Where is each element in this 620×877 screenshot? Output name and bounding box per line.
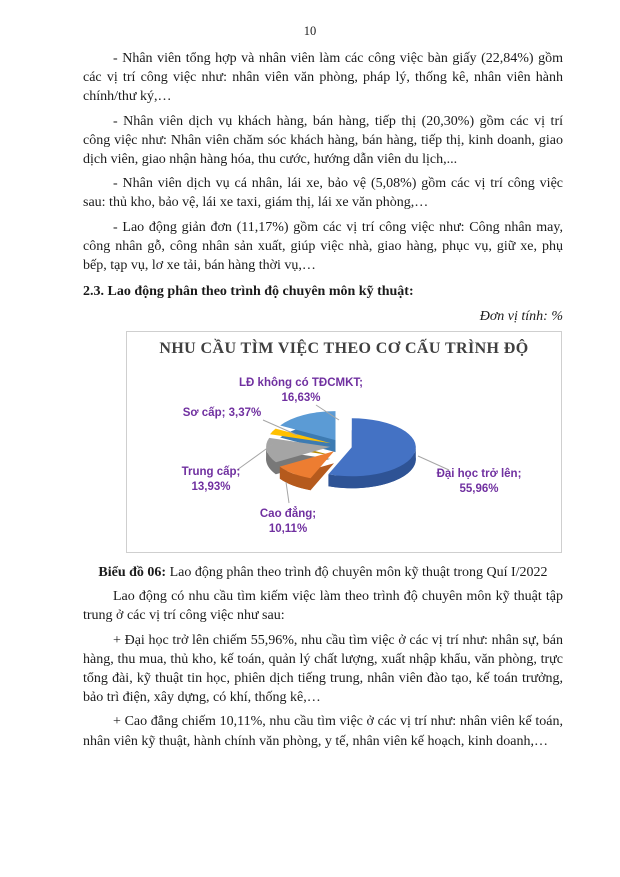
- paragraph: + Cao đẳng chiếm 10,11%, nhu cầu tìm việc ở các vị trí như: nhân viên kế toán, nhân viên kỹ thuật, hành chính văn phòng, y tế, nhân viên kế hoạch, kinh doanh,…: [83, 714, 563, 749]
- chart-title: NHU CẦU TÌM VIỆC THEO CƠ CẤU TRÌNH ĐỘ: [159, 340, 529, 357]
- pie-chart: [127, 332, 561, 552]
- slice-label: Đại học trở lên; 55,96%: [436, 468, 522, 495]
- slice-label: Sơ cấp; 3,37%: [182, 407, 262, 419]
- intro-section: [83, 49, 563, 327]
- slice-label: Cao đẳng; 10,11%: [259, 508, 317, 535]
- slice-label: LĐ không có TĐCMKT; 16,63%: [239, 377, 363, 404]
- paragraph: - Lao động giản đơn (11,17%) gồm các vị trí công việc như: Công nhân may, công nhân gỗ, công nhân sản xuất, giúp việc nhà, giao hàng, phục vụ, giữ xe, phụ bếp, tạp vụ, lơ xe tải, bán hàng thời vụ,…: [83, 219, 563, 274]
- chart-caption: [83, 563, 563, 582]
- chart-frame: [126, 331, 562, 553]
- paragraph: - Nhân viên tổng hợp và nhân viên làm các công việc bàn giấy (22,84%) gồm các vị trí công việc như: nhân viên văn phòng, pháp lý, thống kê, nhân viên hành chính/thư ký,…: [83, 51, 563, 105]
- label-leader-line: [286, 482, 289, 503]
- caption-text: Lao động phân theo trình độ chuyên môn kỹ thuật trong Quí I/2022: [169, 565, 548, 580]
- paragraph: + Đại học trở lên chiếm 55,96%, nhu cầu tìm việc ở các vị trí như: nhân sự, bán hàng, thu mua, thủ kho, kế toán, quản lý chất lượng, xuất nhập khẩu, văn phòng, trực tổng đài, kỹ thuật tin học, phiên dịch tiếng trung, nhân viên đào tạo, kế toán trưởng, bảo trì điện, xây dựng, có khí, thống kê,…: [83, 632, 563, 706]
- analysis-section: [83, 563, 563, 751]
- section-heading: 2.3. Lao động phân theo trình độ chuyên môn kỹ thuật:: [83, 284, 414, 300]
- page-number: 10: [303, 24, 317, 38]
- paragraph: - Nhân viên dịch vụ khách hàng, bán hàng, tiếp thị (20,30%) gồm các vị trí công việc như: Nhân viên chăm sóc khách hàng, bán hàng, tiếp thị, kinh doanh, giao dịch viên, giao nhận hàng hóa, thu cước, hướng dẫn viên du lịch,...: [83, 113, 563, 168]
- caption-label: Biểu đồ 06:: [98, 565, 167, 580]
- unit-note: Đơn vị tính: %: [479, 309, 563, 325]
- paragraph: - Nhân viên dịch vụ cá nhân, lái xe, bảo vệ (5,08%) gồm các vị trí công việc sau: thủ kho, bảo vệ, lái xe taxi, giám thị, lái xe văn phòng,…: [83, 176, 563, 211]
- paragraph: Lao động có nhu cầu tìm kiếm việc làm theo trình độ chuyên môn kỹ thuật tập trung ở các vị trí công việc như sau:: [83, 589, 563, 624]
- slice-label: Trung cấp; 13,93%: [181, 466, 241, 493]
